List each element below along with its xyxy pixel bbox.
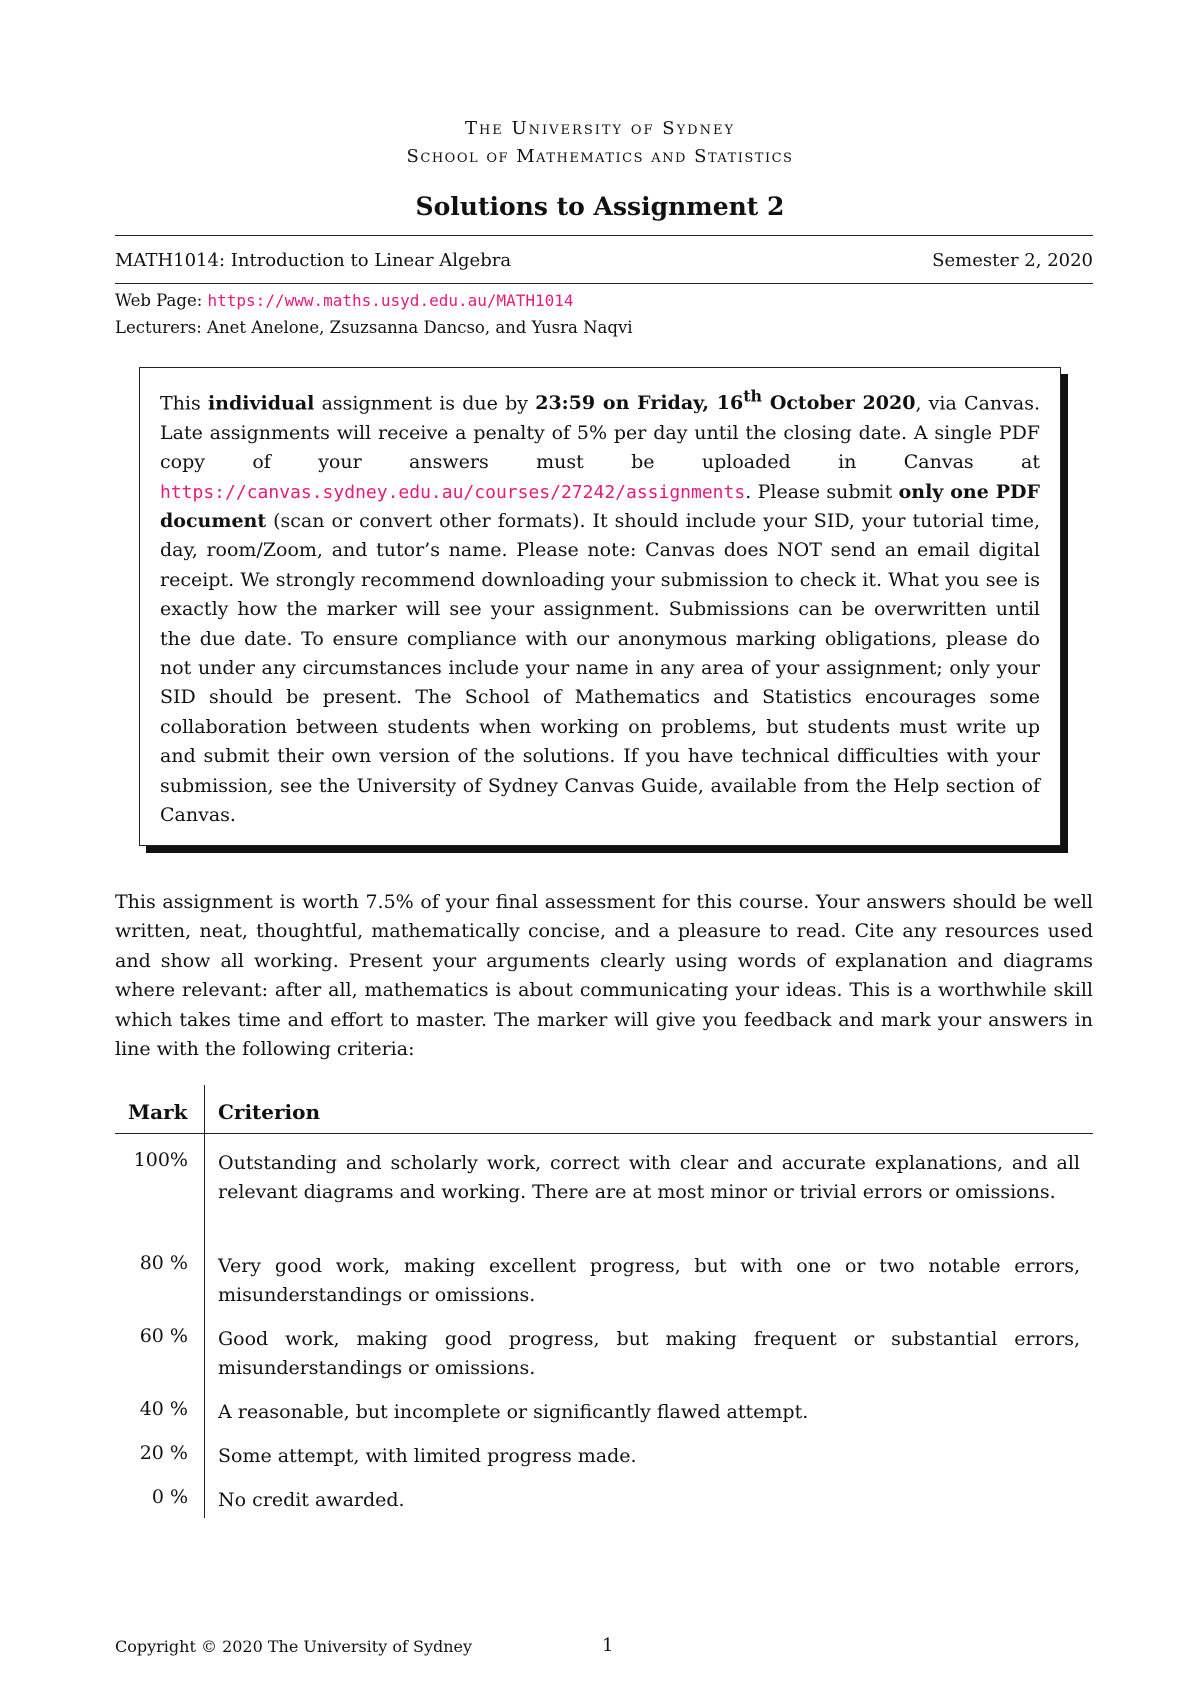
table-header-rule: [115, 1133, 1093, 1134]
table-divider: [204, 1085, 205, 1518]
row-mark: 40 %: [139, 1398, 188, 1420]
school-name: School of Mathematics and Statistics: [406, 146, 794, 167]
intro-paragraph: This assignment is worth 7.5% of your final assessment for this course. Your answers should be well written, neat, thoughtful, mathematically concise, and a pleasure to read. Cite any resources used and show all working. Present your arguments clearly using words of explanation and diagrams where relevant: after all, mathematics is about communicating your ideas. This is a worthwhile skill which takes time and effort to master. The marker will give you feedback and mark your answers in line with the following criteria:: [115, 891, 1093, 1061]
notice-text-part: . Please submit: [745, 480, 899, 503]
notice-emphasis: only one PDF document: [160, 480, 1040, 532]
row-criterion: A reasonable, but incomplete or significantly flawed attempt.: [218, 1401, 809, 1423]
web-page-line: [115, 291, 574, 310]
table-header-mark: Mark: [128, 1100, 188, 1124]
due-date-text: October 2020: [762, 392, 916, 415]
row-criterion: Good work, making good progress, but making frequent or substantial errors, misunderstandings or omissions.: [218, 1328, 1080, 1379]
row-mark: 20 %: [139, 1442, 188, 1464]
canvas-assignments-link[interactable]: https://canvas.sydney.edu.au/courses/27242/assignments: [160, 481, 746, 503]
page-title: Solutions to Assignment 2: [415, 192, 785, 221]
table-header-criterion: Criterion: [218, 1100, 321, 1124]
row-criterion: Outstanding and scholarly work, correct with clear and accurate explanations, and all relevant diagrams and working. There are at most minor or trivial errors or omissions.: [218, 1152, 1080, 1203]
row-mark: 60 %: [139, 1325, 188, 1347]
row-criterion: Very good work, making excellent progress, but with one or two notable errors, misunderstandings or omissions.: [218, 1255, 1080, 1306]
web-page-label: Web Page:: [115, 291, 208, 310]
row-mark: 0 %: [151, 1486, 188, 1508]
semester: Semester 2, 2020: [932, 250, 1093, 271]
due-date: [535, 387, 916, 415]
due-date-ordinal: th: [743, 387, 763, 406]
notice-text-part: assignment is due by: [314, 392, 536, 415]
course-line: [115, 250, 1093, 271]
row-mark: 80 %: [139, 1252, 188, 1274]
notice-text: [160, 382, 1040, 830]
course-code-name: MATH1014: Introduction to Linear Algebra: [115, 250, 512, 271]
notice-text-part: , via Canvas. Late assignments will receive a penalty of 5% per day until the closing date. A single PDF copy of your answers must be uploaded in Canvas at: [160, 392, 1040, 474]
notice-text-part: (scan or convert other formats). It should include your SID, your tutorial time, day, room/Zoom, and tutor’s name. Please note: Canvas does NOT send an email digital receipt. We strongly recommend downloading your submission to check it. What you see is exactly how the marker will see your assignment. Submissions can be overwritten until the due date. To ensure compliance with our anonymous marking obligations, please do not under any circumstances include your name in any area of your assignment; only your SID should be present. The School of Mathematics and Statistics encourages some collaboration between students when working on problems, but students must write up and submit their own version of the solutions. If you have technical difficulties with your submission, see the University of Sydney Canvas Guide, available from the Help section of Canvas.: [160, 509, 1040, 827]
page-number: 1: [602, 1635, 614, 1656]
university-name: The University of Sydney: [464, 118, 736, 139]
bottom-rule: [115, 283, 1093, 284]
row-criterion: Some attempt, with limited progress made.: [218, 1445, 637, 1467]
row-criterion: No credit awarded.: [218, 1489, 405, 1511]
notice-emphasis: individual: [207, 392, 315, 415]
notice-text-part: This: [160, 392, 208, 415]
top-rule: [115, 235, 1093, 236]
due-date-text: 23:59 on Friday, 16: [535, 392, 744, 415]
copyright-footer: Copyright © 2020 The University of Sydney: [115, 1637, 473, 1656]
lecturers-line: Lecturers: Anet Anelone, Zsuzsanna Dancso, and Yusra Naqvi: [115, 318, 633, 337]
row-mark: 100%: [133, 1149, 188, 1171]
web-page-link[interactable]: https://www.maths.usyd.edu.au/MATH1014: [207, 291, 574, 310]
notice-box: [139, 367, 1061, 846]
